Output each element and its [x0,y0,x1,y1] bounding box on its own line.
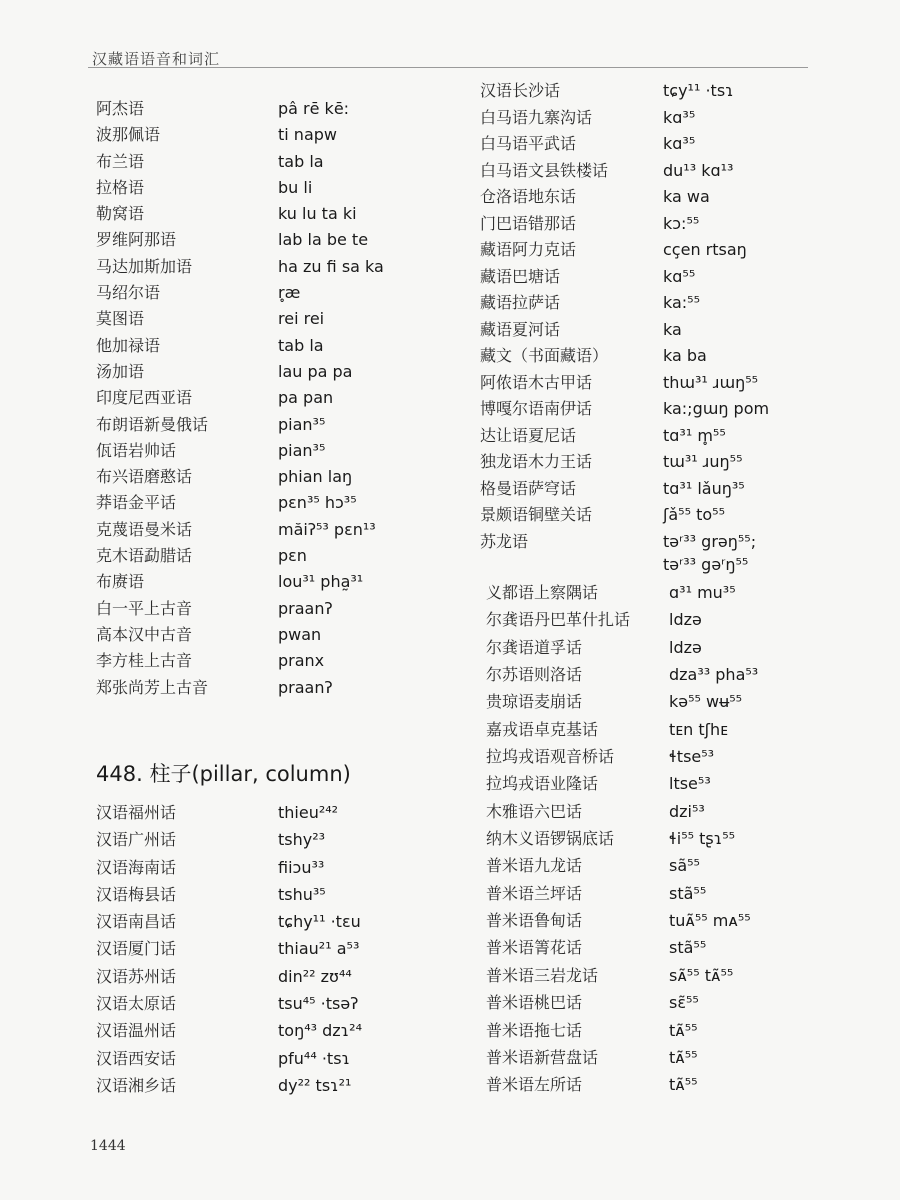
language-name: 普米语桃巴话 [486,993,583,1013]
language-name: 藏文（书面藏语） [480,346,609,365]
word-form: tɑ³¹ m̥⁵⁵ [663,425,726,445]
word-form: pa pan [278,388,334,408]
entry-row [480,449,880,476]
word-form: thɯ³¹ ɹɯŋ⁵⁵ [663,372,759,392]
entry-row [96,517,466,543]
entry-row [480,343,880,370]
entry-row [480,529,880,556]
entry-row [486,607,886,634]
entry-row [480,237,880,264]
language-name: 纳木义语锣锅底话 [486,829,615,849]
entry-row [96,648,466,674]
word-form: tᴀ̃⁵⁵ [669,1047,698,1067]
word-form: ldzə [669,637,702,657]
right-entries [480,78,880,582]
entry-row [480,78,880,105]
language-name: 尔龚语丹巴革什扎话 [486,610,631,630]
language-name: 汉语福州话 [96,803,177,822]
word-form: cçen rtsaŋ [663,240,747,259]
entry-row [480,105,880,132]
word-form: praanʔ [278,598,333,618]
language-name: 拉格语 [96,177,145,197]
word-form: kɑ⁵⁵ [663,266,696,286]
word-form: dza³³ pha⁵³ [669,665,759,685]
word-form: ɑ³¹ mu³⁵ [669,583,736,602]
entry-row [486,635,886,662]
entry-row [96,227,466,253]
word-form: ka:⁵⁵ [663,293,701,312]
language-name: 布兰语 [96,151,145,171]
word-form: ɬi⁵⁵ tʂɿ⁵⁵ [669,829,736,849]
header-rule [88,67,808,68]
running-head: 汉藏语语音和词汇 [92,50,221,68]
language-name: 普米语三岩龙话 [486,965,599,985]
language-name: 白一平上古音 [96,598,193,618]
entry-row [96,543,466,569]
language-name: 藏语夏河话 [480,319,561,339]
language-name: 阿杰语 [96,99,145,118]
language-name: 汉语湘乡话 [96,1075,177,1095]
entry-row [96,909,466,936]
word-form: pwan [278,624,322,644]
language-name: 布朗语新曼俄话 [96,414,209,434]
language-name: 白马语九寨沟话 [480,107,593,127]
language-name: 汉语长沙话 [480,81,561,100]
word-form: ka ba [663,346,707,365]
word-form: ɬtse⁵³ [669,747,715,767]
word-form: pian³⁵ [278,414,326,434]
language-name: 嘉戎语卓克基话 [486,719,599,739]
word-form: tsu⁴⁵ ·tsəʔ [278,994,359,1014]
word-form: bu li [278,177,313,197]
entry-row [96,412,466,438]
entry-row [96,1073,466,1100]
entry-row [480,476,880,503]
word-form: lau pa pa [278,361,353,381]
language-name: 汉语厦门话 [96,939,177,959]
entry-row [480,131,880,158]
entry-row [96,1018,466,1045]
page-number: 1444 [90,1138,126,1154]
language-name: 藏语阿力克话 [480,240,577,259]
entry-row [480,290,880,317]
language-name: 普米语鲁甸话 [486,911,583,931]
word-form: măiʔ⁵³ pɛn¹³ [278,519,376,539]
entry-row [486,963,886,990]
word-form: pâ rē kē: [278,99,350,118]
entry-row [96,438,466,464]
entry-row [486,1072,886,1099]
section-heading [96,758,351,788]
entry-row [480,555,880,582]
entry-row [96,201,466,227]
entry-row [480,211,880,238]
word-form: din²² zʊ⁴⁴ [278,966,352,986]
entry-row [96,490,466,516]
entry-row [486,580,886,607]
entry-row [486,662,886,689]
entry-row [96,254,466,280]
word-form: ltse⁵³ [669,774,711,794]
language-name: 达让语夏尼话 [480,425,577,445]
language-name: 波那佩语 [96,125,161,145]
language-name: 汉语南昌话 [96,912,177,932]
language-name: 普米语拖七话 [486,1020,583,1040]
word-form: pɛn³⁵ hɔ³⁵ [278,493,357,513]
language-name: 佤语岩帅话 [96,440,177,460]
language-name: 博嘎尔语南伊话 [480,399,593,418]
language-name: 汉语西安话 [96,1048,177,1068]
entry-row [96,333,466,359]
language-name: 莫图语 [96,309,145,329]
word-form: thieu²⁴² [278,803,339,822]
language-name: 印度尼西亚语 [96,388,193,408]
entry-row [96,800,466,827]
word-form: təʳ³³ grəŋ⁵⁵; [663,531,757,551]
word-form: ʃǎ⁵⁵ to⁵⁵ [663,505,725,524]
language-name: 克蔑语曼米话 [96,519,193,539]
language-name: 高本汉中古音 [96,624,193,644]
entry-row [486,853,886,880]
word-form: pranx [278,651,325,671]
word-form: tɕy¹¹ ·tsɿ [663,81,734,100]
entry-row [480,317,880,344]
language-name: 白马语文县铁楼话 [480,160,609,180]
language-name: 马达加斯加语 [96,256,193,276]
word-form: pfu⁴⁴ ·tsɿ [278,1048,351,1068]
left-entries-section [96,800,466,1100]
left-entries [96,96,466,701]
language-name: 汉语苏州话 [96,966,177,986]
word-form: ka [663,319,682,339]
word-form: pɛn [278,546,307,566]
entry-row [96,569,466,595]
word-form: tɯ³¹ ɹuŋ⁵⁵ [663,452,743,471]
language-name: 汉语广州话 [96,830,177,850]
language-name: 普米语新营盘话 [486,1047,599,1067]
entry-row [96,96,466,122]
word-form: ka wa [663,187,710,206]
section-number: 448. [96,762,143,786]
entry-row [486,1045,886,1072]
entry-row [486,990,886,1017]
entry-row [486,881,886,908]
word-form: tɑ³¹ lǎuŋ³⁵ [663,478,745,498]
word-form: tab la [278,335,324,355]
word-form: ldzə [669,610,702,630]
entry-row [486,826,886,853]
word-form: kɔ:⁵⁵ [663,213,700,233]
entry-row [96,464,466,490]
word-form: tuᴀ̃⁵⁵ mᴀ⁵⁵ [669,911,751,931]
entry-row [96,149,466,175]
entry-row [486,771,886,798]
entry-row [96,596,466,622]
word-form: kɑ³⁵ [663,107,696,127]
entry-row [96,385,466,411]
language-name: 郑张尚芳上古音 [96,677,209,697]
entry-row [96,882,466,909]
entry-row [96,964,466,991]
entry-row [486,799,886,826]
language-name: 他加禄语 [96,335,161,355]
language-name: 莽语金平话 [96,493,177,513]
language-name: 普米语箐花话 [486,938,583,958]
language-name: 藏语巴塘话 [480,266,561,286]
entry-row [96,175,466,201]
word-form: praanʔ [278,677,333,697]
word-form: tab la [278,151,324,171]
language-name: 汤加语 [96,361,145,381]
word-form: tᴇn tʃhᴇ [669,719,728,739]
language-name: 汉语海南话 [96,857,177,877]
entry-row [486,689,886,716]
language-name: 布兴语磨憨话 [96,467,193,487]
word-form: rei rei [278,309,325,329]
language-name: 独龙语木力王话 [480,452,593,471]
language-name: 尔苏语则洛话 [486,665,583,685]
language-name: 汉语温州话 [96,1021,177,1041]
word-form: tᴀ̃⁵⁵ [669,1020,698,1040]
entry-row [486,1018,886,1045]
word-form: sɛ̃⁵⁵ [669,993,699,1013]
word-form: kə⁵⁵ wʉ⁵⁵ [669,692,743,712]
word-form: lou³¹ pha̰³¹ [278,572,364,592]
language-name: 拉坞戎语观音桥话 [486,747,615,767]
entry-row [480,370,880,397]
entry-row [96,936,466,963]
language-name: 白马语平武话 [480,134,577,153]
entry-row [96,122,466,148]
word-form: sã⁵⁵ [669,856,700,876]
language-name: 藏语拉萨话 [480,293,561,312]
word-form: pian³⁵ [278,440,326,460]
entry-row [96,1046,466,1073]
entry-row [486,908,886,935]
language-name: 普米语左所话 [486,1075,583,1095]
entry-row [96,855,466,882]
language-name: 马绍尔语 [96,283,161,303]
word-form: toŋ⁴³ dzɿ²⁴ [278,1021,362,1041]
language-name: 普米语兰坪话 [486,883,583,903]
word-form: thiau²¹ a⁵³ [278,939,360,959]
entry-row [480,423,880,450]
word-form: sᴀ̃⁵⁵ tᴀ̃⁵⁵ [669,965,734,985]
language-name: 克木语勐腊话 [96,546,193,566]
word-form: tshy²³ [278,830,326,850]
word-form: dy²² tsɿ²¹ [278,1075,352,1095]
language-name: 景颇语铜壁关话 [480,505,593,524]
language-name: 仓洛语地东话 [480,187,577,206]
word-form: kɑ³⁵ [663,134,696,153]
entry-row [96,622,466,648]
word-form: stã⁵⁵ [669,938,707,958]
entry-row [96,991,466,1018]
language-name: 贵琼语麦崩话 [486,692,583,712]
language-name: 李方桂上古音 [96,651,193,671]
word-form: phian laŋ [278,467,353,487]
entry-row [486,717,886,744]
section-title-text: 柱子(pillar, column) [149,762,351,786]
language-name: 普米语九龙话 [486,856,583,876]
entry-row [96,280,466,306]
word-form: ha zu fi sa ka [278,256,384,276]
entry-row [486,744,886,771]
language-name: 阿侬语木古甲话 [480,372,593,392]
entry-row [480,158,880,185]
word-form: tᴀ̃⁵⁵ [669,1075,698,1095]
language-name: 格曼语萨穹话 [480,478,577,498]
right-entries-2 [486,580,886,1100]
language-name: 勒窝语 [96,204,145,224]
word-form: tshu³⁵ [278,884,326,904]
language-name: 门巴语错那话 [480,213,577,233]
word-form: ti napw [278,125,337,145]
language-name: 义都语上察隅话 [486,583,599,602]
language-name: 罗维阿那语 [96,230,177,250]
entry-row [480,502,880,529]
language-name: 汉语太原话 [96,994,177,1014]
entry-row [480,264,880,291]
word-form: lab la be te [278,230,369,250]
word-form: ku lu ta ki [278,204,357,224]
language-name: 苏龙语 [480,531,529,551]
word-form: r̥æ [278,283,301,303]
language-name: 布赓语 [96,572,145,592]
word-form: fiiɔu³³ [278,857,325,877]
entry-row [96,306,466,332]
word-form: ka:;gɯŋ pom [663,399,770,418]
language-name: 汉语梅县话 [96,884,177,904]
language-name: 拉坞戎语业隆话 [486,774,599,794]
word-form: tɕhy¹¹ ·tɛu [278,912,361,932]
word-form: du¹³ kɑ¹³ [663,160,734,180]
entry-row [486,935,886,962]
language-name: 尔龚语道孚话 [486,637,583,657]
entry-row [480,184,880,211]
entry-row [96,359,466,385]
word-form: dzi⁵³ [669,801,705,821]
word-form: təʳ³³ gəʳŋ⁵⁵ [663,555,749,574]
entry-row [96,827,466,854]
entry-row [480,396,880,423]
word-form: stã⁵⁵ [669,883,707,903]
entry-row [96,675,466,701]
language-name: 木雅语六巴话 [486,801,583,821]
